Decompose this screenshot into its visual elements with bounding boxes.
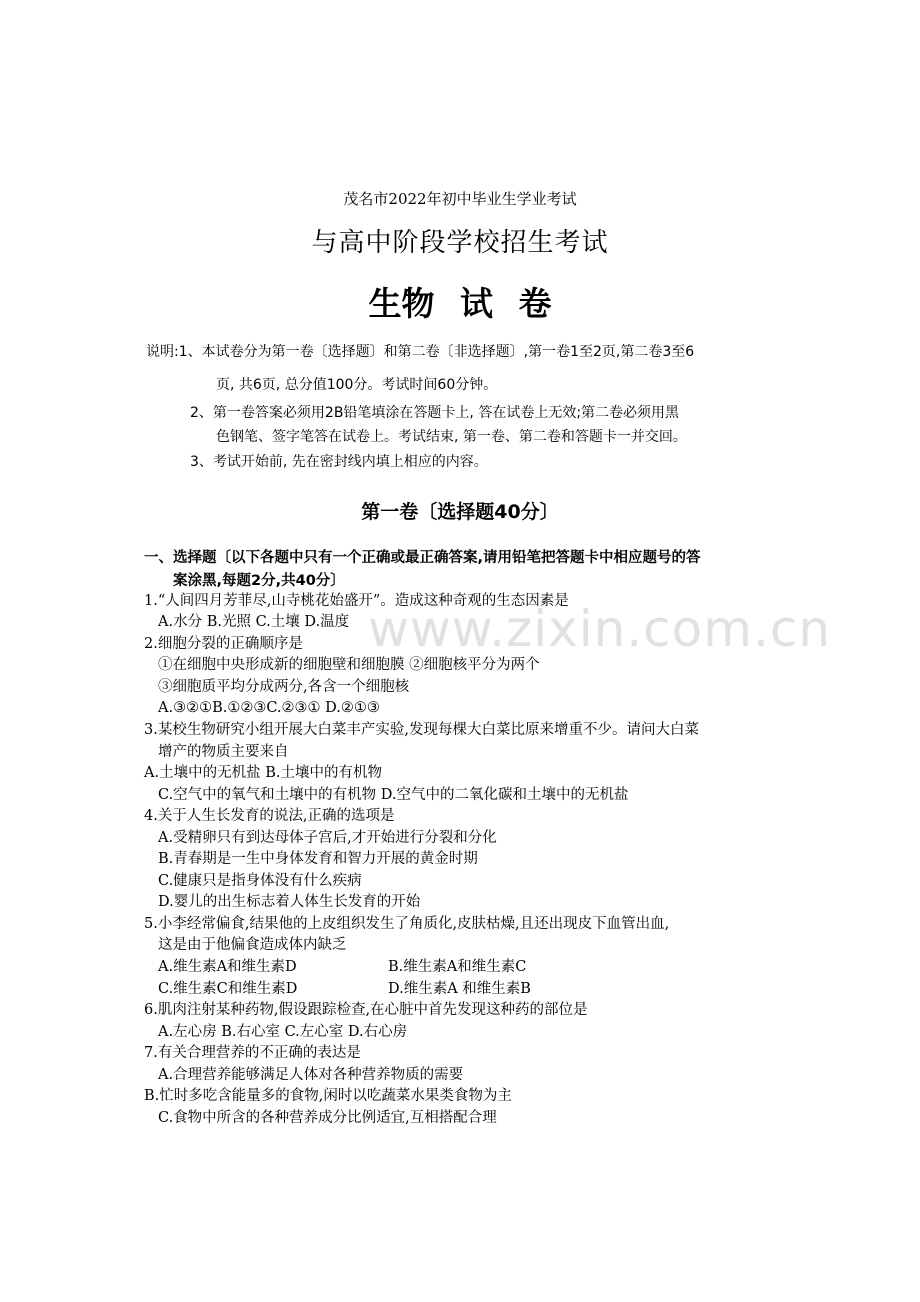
question-6: 6.肌肉注射某种药物,假设跟踪检查,在心脏中首先发现这种药的部位是 — [144, 1002, 588, 1018]
question-1-options: A.水分 B.光照 C.土壤 D.温度 — [158, 614, 350, 630]
question-6-options: A.左心房 B.右心室 C.左心室 D.右心房 — [158, 1024, 408, 1040]
question-7-option-c: C.食物中所含的各种营养成分比例适宜,互相搭配合理 — [158, 1110, 497, 1126]
question-3-cont: 增产的物质主要来自 — [158, 744, 289, 760]
question-5-option-b: B.维生素A和维生素C — [388, 959, 527, 975]
question-4-option-b: B.青春期是一生中身体发育和智力开展的黄金时期 — [158, 851, 478, 867]
question-4-option-c: C.健康只是指身体没有什么疾病 — [158, 873, 362, 889]
question-2-statement-a: ①在细胞中央形成新的细胞壁和细胞膜 ②细胞核平分为两个 — [158, 657, 540, 673]
question-2: 2.细胞分裂的正确顺序是 — [144, 636, 303, 652]
question-3-options-cd: C.空气中的氧气和土壤中的有机物 D.空气中的二氧化碳和土壤中的无机盐 — [158, 787, 629, 803]
section-title: 第一卷〔选择题40分〕 — [361, 501, 559, 523]
question-7-option-b: B.忙时多吃含能量多的食物,闲时以吃蔬菜水果类食物为主 — [144, 1088, 512, 1104]
question-4-option-a: A.受精卵只有到达母体子宫后,才开始进行分裂和分化 — [158, 830, 497, 846]
instruction-3: 3、考试开始前, 先在密封线内填上相应的内容。 — [190, 454, 488, 470]
question-2-statement-b: ③细胞质平均分成两分,各含一个细胞核 — [158, 679, 410, 695]
instruction-1: 说明:1、本试卷分为第一卷〔选择题〕和第二卷〔非选择题〕,第一卷1至2页,第二卷3至6 — [146, 344, 695, 360]
exam-header-line2: 与高中阶段学校招生考试 — [311, 228, 609, 258]
question-7-option-a: A.合理营养能够满足人体对各种营养物质的需要 — [158, 1067, 464, 1083]
question-5-option-d: D.维生素A 和维生素B — [388, 981, 531, 997]
part-heading-cont: 案涂黑,每题2分,共40分〕 — [173, 573, 345, 589]
question-2-options: A.③②①B.①②③C.②③① D.②①③ — [158, 700, 380, 716]
question-4: 4.关于人生长发育的说法,正确的选项是 — [144, 808, 395, 824]
question-5-cont: 这是由于他偏食造成体内缺乏 — [158, 937, 347, 953]
question-1: 1.“人间四月芳菲尽,山寺桃花始盛开”。造成这种奇观的生态因素是 — [144, 593, 569, 609]
watermark: www.zixin.com.cn — [368, 600, 832, 658]
part-heading: 一、选择题〔以下各题中只有一个正确或最正确答案,请用铅笔把答题卡中相应题号的答 — [144, 550, 701, 566]
question-3-options-ab: A.土壤中的无机盐 B.土壤中的有机物 — [144, 765, 382, 781]
question-4-option-d: D.婴儿的出生标志着人体生长发育的开始 — [158, 894, 421, 910]
question-7: 7.有关合理营养的不正确的表达是 — [144, 1045, 361, 1061]
instruction-2-cont: 色钢笔、签字笔答在试卷上。考试结束, 第一卷、第二卷和答题卡一并交回。 — [216, 429, 687, 445]
exam-title: 生物 试 卷 — [368, 284, 552, 323]
instruction-2: 2、第一卷答案必须用2B铅笔填涂在答题卡上, 答在试卷上无效;第二卷必须用黑 — [190, 405, 680, 421]
question-5: 5.小李经常偏食,结果他的上皮组织发生了角质化,皮肤枯燥,且还出现皮下血管出血, — [144, 916, 670, 932]
question-3: 3.某校生物研究小组开展大白菜丰产实验,发现每棵大白菜比原来增重不少。请问大白菜 — [144, 722, 699, 738]
instruction-1-cont: 页, 共6页, 总分值100分。考试时间60分钟。 — [216, 377, 498, 393]
question-5-option-c: C.维生素C和维生素D — [158, 981, 298, 997]
question-5-option-a: A.维生素A和维生素D — [158, 959, 297, 975]
exam-header-line1: 茂名市2022年初中毕业生学业考试 — [343, 190, 577, 208]
